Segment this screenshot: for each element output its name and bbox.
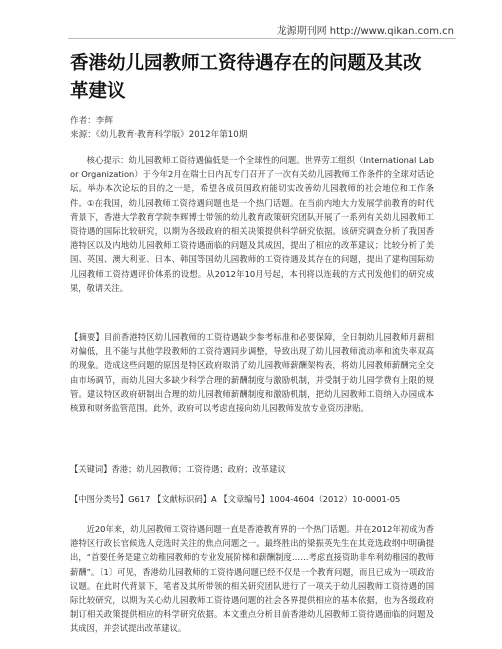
intro-paragraph: 近20年来，幼儿园教师工资待遇问题一直是香港教育界的一个热门话题。并在2012年初成为香港特区行政长官候选人竞选时关注的焦点问题之一。最终胜出的梁振英先生在其竞选政纲中明确提出，“首要任务是建立幼稚园教师的专业发展阶梯和薪酬制度……考虑直接资助非牟利幼稚园的教师薪酬”。〔1〕可见，香港幼儿园教师的工资待遇问题已经不仅是一个教育问题，而且已成为一项政治议题。在此时代背景下，笔者及其所带领的相关研究团队进行了一项关于幼儿园教师工资待遇的国际比较研究，以期为关心幼儿园教师工资待遇问题的社会各界提供相应的基本依据，也为各级政府制订相关政策提供相应的科学研究依据。本文重点分析目前香港幼儿园教师工资待遇面临的问题及其成因，并尝试提出改革建议。 [70, 524, 434, 634]
site-header: 龙源期刊网 http://www.qikan.com.cn [276, 26, 454, 37]
keywords-line: 【关键词】香港；幼儿园教师；工资待遇；政府；改革建议 [70, 464, 286, 474]
classification-line: 【中图分类号】G617 【文献标识码】A 【文章编号】1004-4604（2012）10-0001-05 [70, 494, 401, 504]
abstract-paragraph: 【摘要】目前香港特区幼儿园教师的工资待遇缺少参考标准和必要保障，全日制幼儿园教师月薪相对偏低，且不能与其他学段教师的工资待遇同步调整，导致出现了幼儿园教师流动率和流失率双高的现象。造成这些问题的原因是特区政府取消了幼儿园教师薪酬架构表，将幼儿园教师薪酬完全交由市场调节，而幼儿园大多缺少科学合理的薪酬制度与激励机制，并受制于幼儿园学费有上限的规管。建议特区政府研制出合理的幼儿园教师薪酬制度和激励机制，把幼儿园教师工资纳入办园成本核算和财务监管范围。此外，政府可以考虑直接向幼儿园教师发放专业资历津贴。 [70, 332, 434, 414]
article-title: 香港幼儿园教师工资待遇存在的问题及其改革建议 [70, 53, 422, 102]
core-summary-paragraph: 核心提示：幼儿园教师工资待遇偏低是一个全球性的问题。世界劳工组织（International Labor Organization）于今年2月在瑞士日内瓦专门召开了一次有关幼儿园教师工作条件的全球对话论坛。举办本次论坛的目的之一是，希望各成员国政府能切实改善幼儿园教师的社会地位和工作条件。①在我国，幼儿园教师工资待遇问题也是一个热门话题。在当前内地大力发展学前教育的时代背景下，香港大学教育学院李辉博士带领的幼儿教育政策研究团队开展了一系列有关幼儿园教师工资待遇的国际比较研究，以期为各级政府的相关决策提供科学研究依据。该研究调查分析了我国香港特区以及内地幼儿园教师工资待遇面临的问题及其成因，提出了相应的改革建议；比较分析了美国、英国、澳大利亚、日本、韩国等国幼儿园教师的工资待遇及其存在的问题，提出了建构国际幼儿园教师工资待遇评价体系的设想。从2012年10月号起，本刊将以连载的方式刊发他们的研究成果，敬请关注。 [70, 155, 434, 293]
article-author: 作者：李辉 [70, 116, 113, 126]
header-divider [68, 38, 456, 39]
article-source: 来源：《幼儿教育·教育科学版》2012年第10期 [70, 130, 248, 140]
